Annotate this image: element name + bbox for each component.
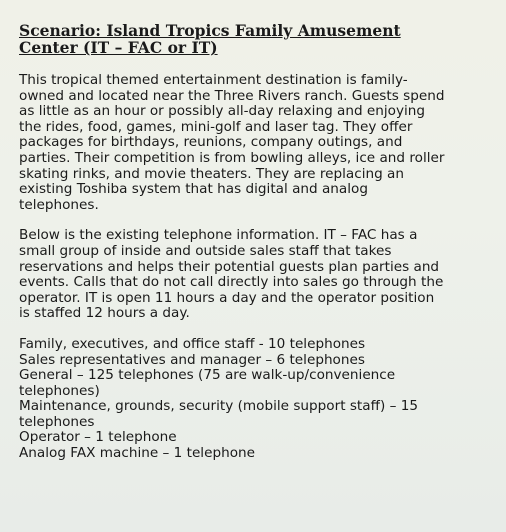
list-item: Maintenance, grounds, security (mobile support staff) – 15 telephones bbox=[19, 398, 418, 430]
telephone-list bbox=[19, 337, 449, 462]
telephone-info-paragraph: Below is the existing telephone information. IT – FAC has a small group of inside and outside sales staff that takes reservations and helps their potential guests plan parties and events. Calls that do not call directly into sales go through the operator. IT is open 11 hours a day and the operator position is staffed 12 hours a day. bbox=[19, 227, 444, 322]
scenario-title: Scenario: Island Tropics Family Amusement Center (IT – FAC or IT) bbox=[19, 21, 401, 57]
intro-paragraph: This tropical themed entertainment destination is family-owned and located near the Three Rivers ranch. Guests spend as little as an hour or possibly all-day relaxing and enjoying the rides, food, games, mini-golf and laser tag. They offer packages for birthdays, reunions, company outings, and parties. Their competition is from bowling alleys, ice and roller skating rinks, and movie theaters. They are replacing an existing Toshiba system that has digital and analog telephones. bbox=[19, 72, 445, 213]
list-item: Family, executives, and office staff - 10 telephones bbox=[19, 335, 366, 352]
list-item: Sales representatives and manager – 6 telephones bbox=[19, 351, 365, 368]
list-item: Operator – 1 telephone bbox=[19, 429, 177, 446]
list-item: Analog FAX machine – 1 telephone bbox=[19, 445, 255, 462]
list-item: General – 125 telephones (75 are walk-up/convenience telephones) bbox=[19, 367, 396, 399]
